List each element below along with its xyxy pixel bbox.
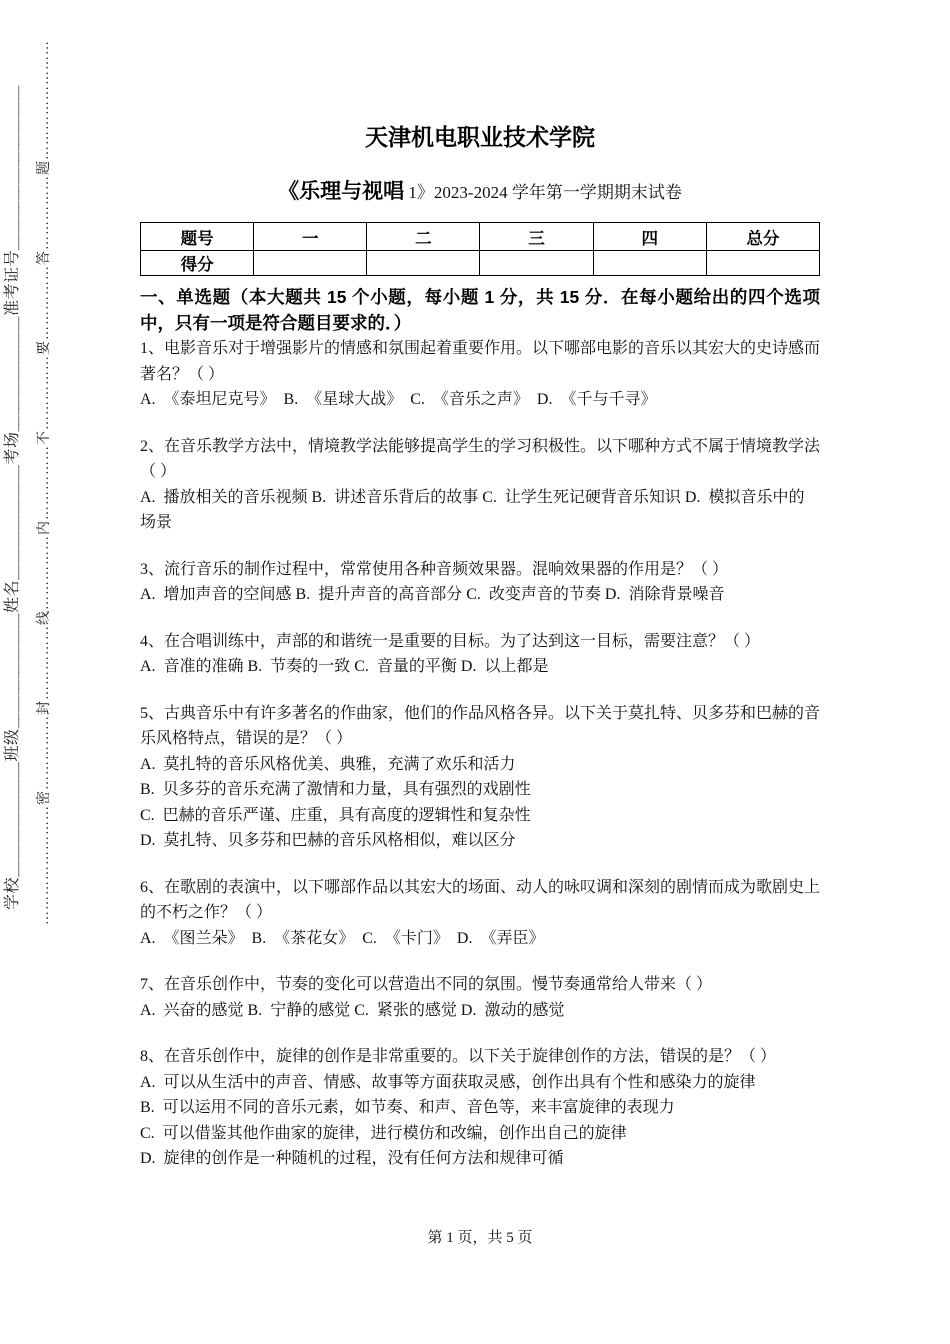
question-option: C. 可以借鉴其他作曲家的旋律，进行模仿和改编，创作出自己的旋律: [140, 1124, 627, 1142]
question: [140, 434, 820, 536]
question-stem: 2、在音乐教学方法中，情境教学法能够提高学生的学习积极性。以下哪种方式不属于情境教学法（ ）: [140, 437, 821, 480]
question-options: A. 兴奋的感觉 B. 宁静的感觉 C. 紧张的感觉 D. 激动的感觉: [140, 1001, 565, 1019]
question-options: A. 《图兰朵》 B. 《茶花女》 C. 《卡门》 D. 《弄臣》: [140, 929, 545, 947]
score-label-cell: 得分: [141, 251, 254, 276]
score-table-header-cell: 题号: [141, 223, 254, 251]
question-options: A. 音准的准确 B. 节奏的一致 C. 音量的平衡 D. 以上都是: [140, 658, 549, 675]
question-option: A. 莫扎特的音乐风格优美、典雅，充满了欢乐和活力: [140, 755, 516, 773]
score-table-header-cell: 四: [593, 223, 706, 251]
exam-subtitle: [140, 178, 820, 208]
page-footer: 第 1 页，共 5 页: [427, 1230, 533, 1246]
question-stem: 8、在音乐创作中，旋律的创作是非常重要的。以下关于旋律创作的方法，错误的是？（ ）: [140, 1048, 777, 1065]
question-stem: 1、电影音乐对于增强影片的情感和氛围起着重要作用。以下哪部电影的音乐以其宏大的史诗感而著名？（ ）: [140, 340, 821, 383]
score-table-header-cell: 二: [367, 223, 480, 251]
question-option: B. 可以运用不同的音乐元素，如节奏、和声、音色等，来丰富旋律的表现力: [140, 1099, 675, 1116]
score-empty-cell: [367, 251, 480, 276]
score-table-header-cell: 总分: [706, 223, 819, 251]
question: [140, 972, 820, 1023]
exam-term-label: 1》2023-2024 学年第一学期期末试卷: [404, 183, 682, 202]
score-table-header-cell: 三: [480, 223, 593, 251]
score-empty-cell: [480, 251, 593, 276]
school-title: 天津机电职业技术学院: [365, 124, 595, 150]
score-table-header-row: [141, 223, 820, 251]
question-stem: 5、古典音乐中有许多著名的作曲家，他们的作品风格各异。以下关于莫扎特、贝多芬和巴赫的音乐风格特点，错误的是？（ ）: [140, 704, 821, 747]
section-one-heading: 一、单选题（本大题共 15 个小题，每小题 1 分，共 15 分．在每小题给出的四个选项中，只有一项是符合题目要求的．）: [140, 287, 820, 333]
question-option: B. 贝多芬的音乐充满了激情和力量，具有强烈的戏剧性: [140, 781, 531, 798]
score-empty-cell: [254, 251, 367, 276]
question: [140, 701, 820, 854]
question-stem: 3、流行音乐的制作过程中，常常使用各种音频效果器。混响效果器的作用是？（ ）: [140, 560, 729, 578]
score-empty-cell: [706, 251, 819, 276]
question-stem: 7、在音乐创作中，节奏的变化可以营造出不同的氛围。慢节奏通常给人带来（ ）: [140, 976, 713, 993]
seal-dotted-line: ……………………密……………封……………线……………内……………不……………要……………答……………题……………………: [37, 40, 52, 925]
question: [140, 336, 820, 413]
score-table: [140, 222, 820, 276]
exam-content: [140, 120, 820, 1193]
question: [140, 1044, 820, 1172]
score-table-score-row: [141, 251, 820, 276]
question-option: D. 莫扎特、贝多芬和巴赫的音乐风格相似，难以区分: [140, 832, 516, 849]
question-options: A. 播放相关的音乐视频 B. 讲述音乐背后的故事 C. 让学生死记硬背音乐知识 D. 模拟音乐中的场景: [140, 488, 805, 531]
seal-student-info-line: 学校＿＿＿＿＿＿＿班级＿＿＿＿＿＿＿姓名＿＿＿＿＿＿＿考场＿＿＿＿＿＿＿准考证号＿＿＿＿＿＿＿＿＿＿: [4, 84, 21, 910]
question-option: C. 巴赫的音乐严谨、庄重，具有高度的逻辑性和复杂性: [140, 806, 531, 824]
question-stem: 6、在歌剧的表演中，以下哪部作品以其宏大的场面、动人的咏叹调和深刻的剧情而成为歌剧史上的不朽之作？（ ）: [140, 878, 821, 921]
question: [140, 629, 820, 680]
question: [140, 875, 820, 952]
question-stem: 4、在合唱训练中，声部的和谐统一是重要的目标。为了达到这一目标，需要注意？（ ）: [140, 632, 761, 650]
question-options: A. 《泰坦尼克号》 B. 《星球大战》 C. 《音乐之声》 D. 《千与千寻》: [140, 391, 657, 408]
score-empty-cell: [593, 251, 706, 276]
score-table-header-cell: 一: [254, 223, 367, 251]
questions-list: [140, 336, 820, 1172]
course-name: 《乐理与视唱: [278, 180, 405, 203]
question: [140, 557, 820, 608]
question-option: A. 可以从生活中的声音、情感、故事等方面获取灵感，创作出具有个性和感染力的旋律: [140, 1073, 756, 1091]
question-option: D. 旋律的创作是一种随机的过程，没有任何方法和规律可循: [140, 1150, 564, 1167]
question-options: A. 增加声音的空间感 B. 提升声音的高音部分 C. 改变声音的节奏 D. 消除背景噪音: [140, 586, 725, 603]
